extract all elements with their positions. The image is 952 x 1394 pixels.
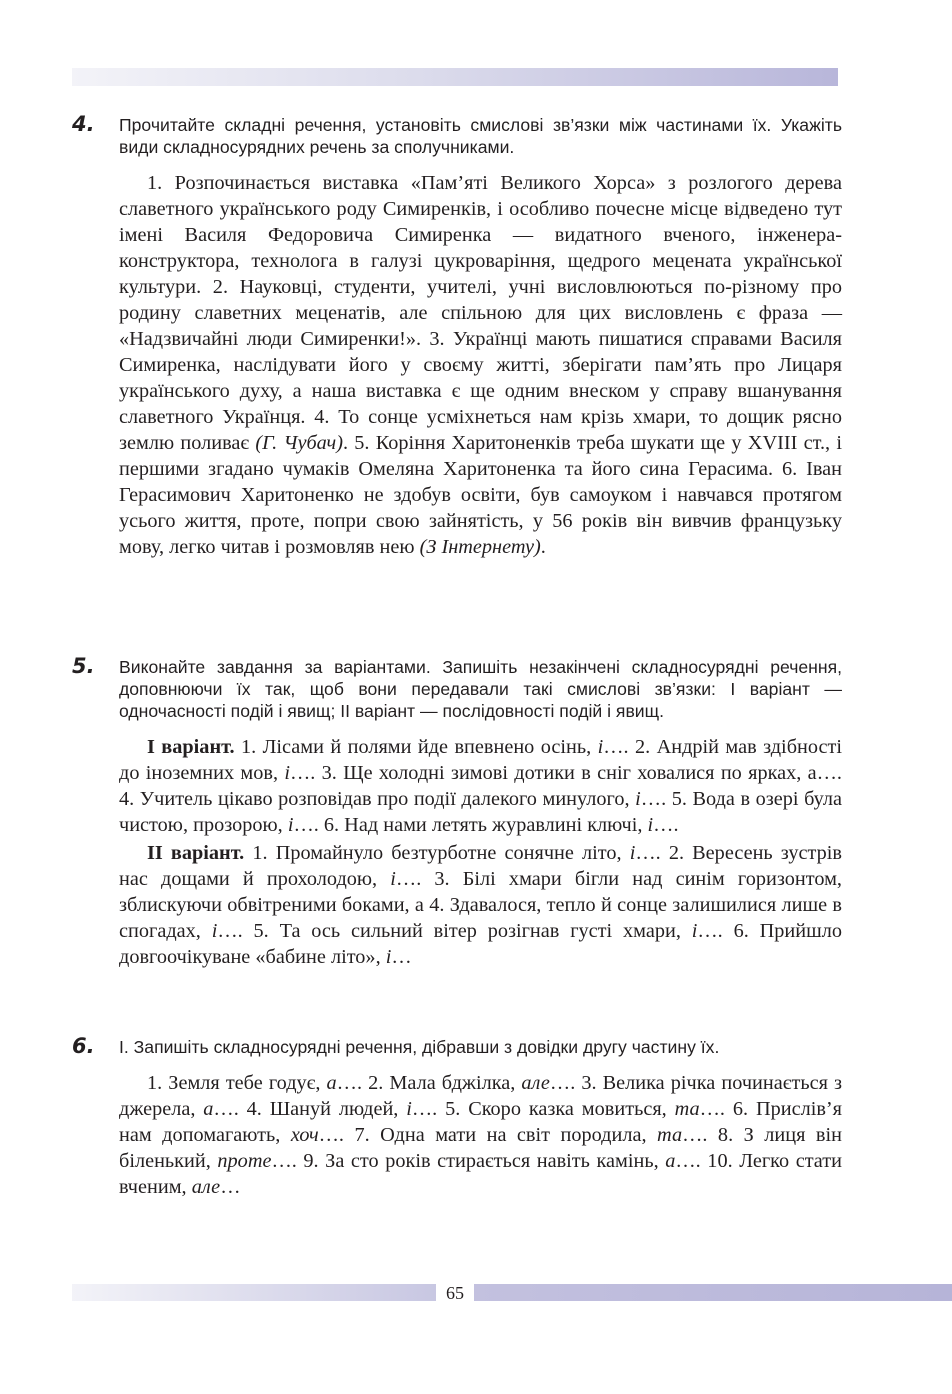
- text-run: …. 4. Шануй людей,: [213, 1098, 407, 1120]
- italic-text: але: [191, 1176, 221, 1198]
- task-5: [72, 656, 842, 970]
- text-run: .: [540, 536, 546, 558]
- text-run: 1. Лісами й полями йде впевнено осінь,: [234, 736, 598, 758]
- italic-text: і: [597, 736, 604, 758]
- text-run: …. 9. За сто років стирається навіть камінь,: [271, 1150, 666, 1172]
- exercise-paragraph: [119, 840, 842, 970]
- text-run: …. 8. З лиця він біленький,: [119, 1124, 842, 1172]
- footer-decorative-bar-left: [72, 1284, 436, 1301]
- italic-text: і: [287, 814, 294, 836]
- task-number: 6.: [72, 1034, 95, 1058]
- text-run: …. 5. Та ось сильний вітер розігнав густі хмари,: [217, 920, 692, 942]
- italic-text: і: [635, 788, 641, 810]
- text-run: 1. Земля тебе годує,: [147, 1072, 327, 1094]
- task-number: 5.: [72, 654, 95, 678]
- italic-text: а: [326, 1072, 337, 1094]
- header-decorative-bar: [72, 68, 838, 86]
- footer-decorative-bar-right: [474, 1284, 952, 1301]
- bold-label: ІІ варіант.: [147, 842, 245, 864]
- task-4: [72, 114, 842, 560]
- text-run: …. 6. Прийшло довгоочікуване «бабине літо»,: [119, 920, 842, 968]
- italic-text: і: [390, 868, 396, 890]
- page-number: 65: [446, 1283, 464, 1303]
- italic-text: і: [406, 1098, 412, 1120]
- text-run: ….: [653, 814, 679, 836]
- italic-text: і: [691, 920, 698, 942]
- text-run: 1. Промайнуло безтурботне сонячне літо,: [244, 842, 630, 864]
- italic-text: і: [647, 814, 654, 836]
- text-run: …. 5. Вода в озері була чистою, прозорою,: [119, 788, 842, 836]
- italic-text: проте: [217, 1150, 272, 1172]
- task-text: [119, 1070, 842, 1200]
- task-text: [119, 170, 842, 560]
- text-run: …. 10. Легко стати вченим,: [119, 1150, 842, 1198]
- task-6: [72, 1036, 842, 1200]
- text-run: …. 6. Прислів’я нам допомагають,: [119, 1098, 842, 1146]
- italic-text: і: [211, 920, 218, 942]
- text-run: …: [220, 1176, 241, 1198]
- italic-text: (З Інтернету): [419, 536, 541, 558]
- task-text: [119, 734, 842, 970]
- text-run: …. 2. Мала бджілка,: [336, 1072, 522, 1094]
- task-instruction: Прочитайте складні речення, установіть смислові зв’язки між частинами їх. Укажіть види складносурядних речень за сполучниками.: [119, 115, 842, 157]
- italic-text: а: [665, 1150, 676, 1172]
- text-run: …: [391, 946, 412, 968]
- italic-text: а: [203, 1098, 214, 1120]
- text-run: …. 2. Андрій мав здібності до іноземних мов,: [119, 736, 843, 784]
- text-run: …. 7. Одна мати на світ породила,: [318, 1124, 658, 1146]
- exercise-paragraph: [119, 1070, 842, 1200]
- bold-label: І варіант.: [147, 736, 235, 758]
- italic-text: але: [521, 1072, 550, 1094]
- text-run: …. 3. Білі хмари бігли над синім горизонтом, зблискуючи обвітреними боками, а 4. Здавалося, тепло й сонце залишилися лише в спогадах,: [119, 868, 842, 942]
- text-run: …. 6. Над нами летять журавлині ключі,: [293, 814, 648, 836]
- text-run: …. 5. Скоро казка мовиться,: [411, 1098, 675, 1120]
- text-run: …. 3. Велика річка починається з джерела,: [119, 1072, 842, 1120]
- exercise-paragraph: [119, 734, 842, 838]
- italic-text: і: [629, 842, 636, 864]
- task-number: 4.: [72, 112, 95, 136]
- text-run: …. 2. Вересень зустрів нас дощами й прохолодою,: [119, 842, 842, 890]
- task-instruction: І. Запишіть складносурядні речення, дібравши з довідки другу частину їх.: [119, 1037, 720, 1057]
- text-run: . 5. Коріння Харитоненків треба шукати ще у XVIII ст., і першими згадано чумаків Омеляна Харитоненка та його сина Герасима. 6. Іван Герасимович Харитоненко не здобув освіти, був самоуком і навчався протягом усього життя, проте, попри свою зайнятість, у 56 років він вивчив французьку мову, легко читав і розмовляв нею: [119, 432, 842, 558]
- italic-text: та: [674, 1098, 700, 1120]
- text-run: 1. Розпочинається виставка «Пам’яті Великого Хорса» з розлогого дерева славетного українського роду Симиренків, і особливо почесне місце відведено тут імені Василя Федоровича Симиренка — видатного вченого, інженера-конструктора, технолога в галузі цукроваріння, щедрого мецената української культури. 2. Науковці, студенти, учителі, учні висловлюються по-різному про родину славетних меценатів, але спільною для цих висловлень є фраза — «Надзвичайні люди Симиренки!». 3. Українці мають пишатися справами Василя Симиренка, наслідувати його у своєму житті, зберігати пам’ять про Лицаря українського духу, а наша виставка є ще одним внеском у справу вшанування славетного Українця. 4. То сонце усміхнеться нам крізь хмари, то дощик рясно землю поливає: [119, 172, 842, 454]
- italic-text: та: [657, 1124, 683, 1146]
- italic-text: (Г. Чубач): [255, 432, 343, 454]
- italic-text: хоч: [290, 1124, 319, 1146]
- exercise-paragraph: [119, 170, 842, 560]
- italic-text: і: [385, 946, 392, 968]
- text-run: …. 3. Ще холодні зимові дотики в сніг ховалися по ярках, а…. 4. Учитель цікаво розповідав про події далекого минулого,: [119, 762, 842, 810]
- italic-text: і: [284, 762, 290, 784]
- task-instruction: Виконайте завдання за варіантами. Запишіть незакінчені складносурядні речення, доповнюючи їх так, щоб вони передавали такі смислові зв’язки: І варіант — одночасності подій і явищ; ІІ варіант — послідовності подій і явищ.: [119, 657, 842, 721]
